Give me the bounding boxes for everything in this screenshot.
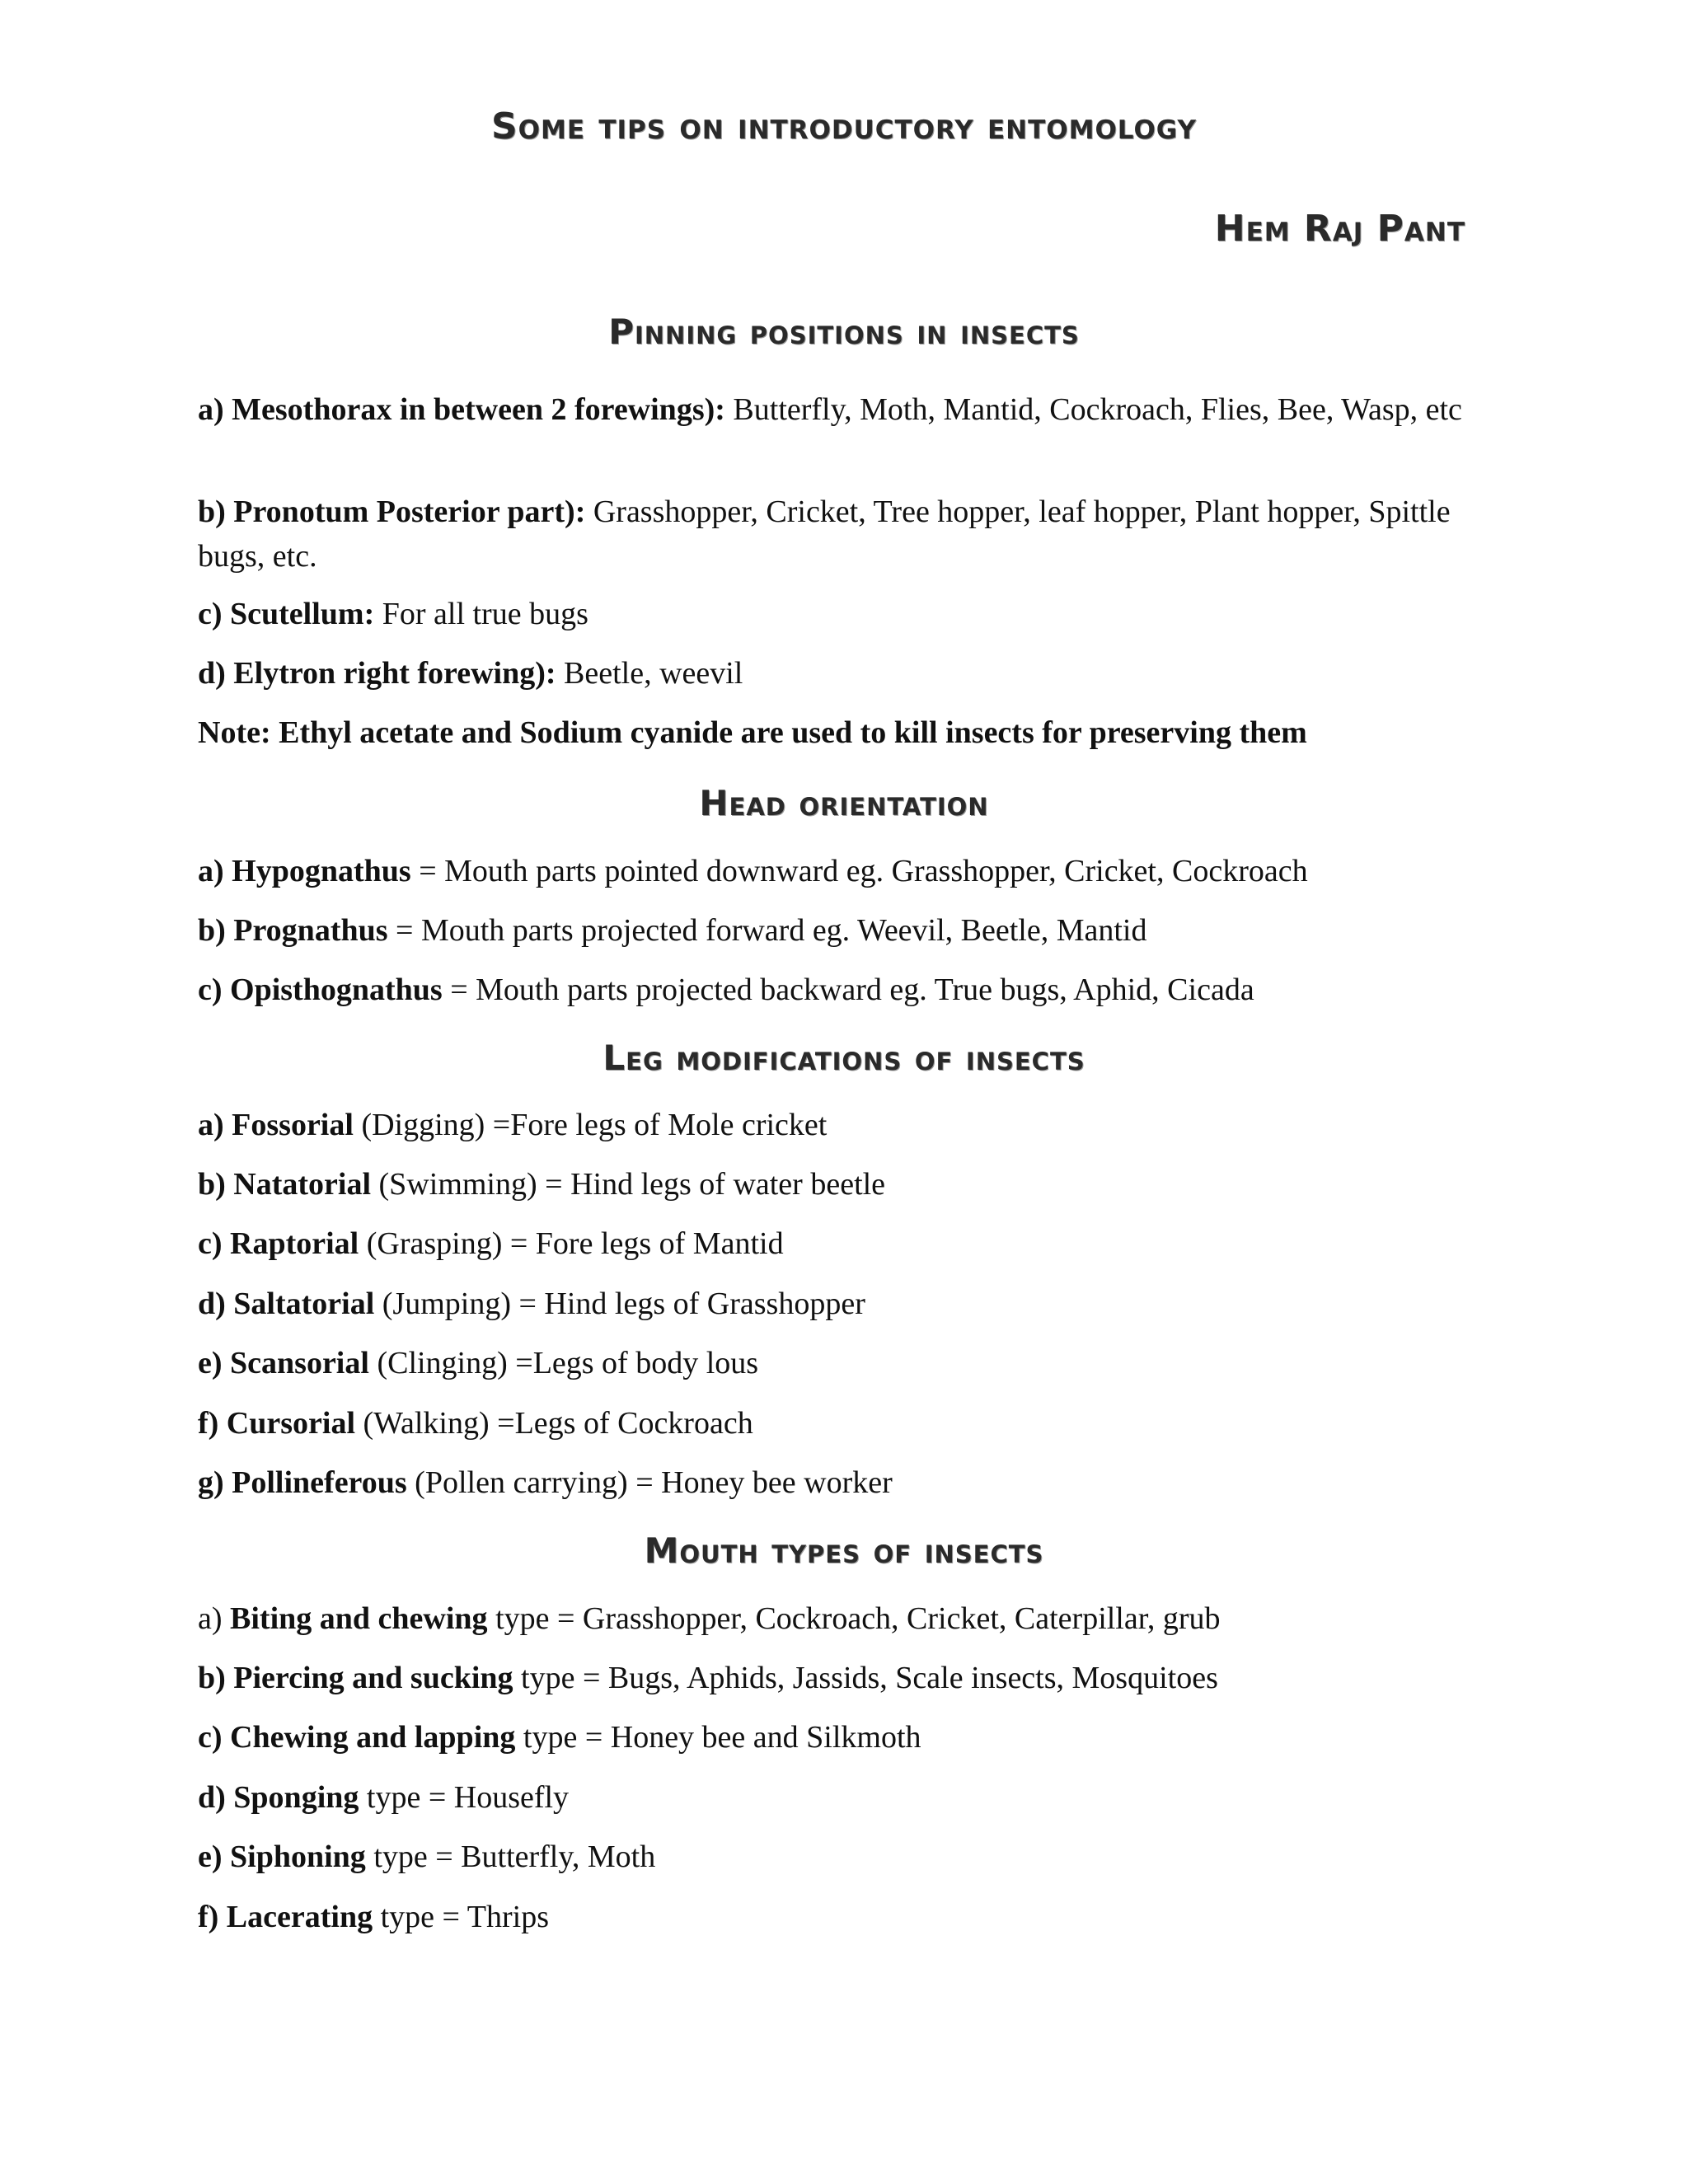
document-title: Some tips on introductory entomology bbox=[490, 105, 1198, 148]
pinning-note: Note: Ethyl acetate and Sodium cyanide are used to kill insects for preserving them bbox=[198, 715, 1307, 750]
pinning-item: c) Scutellum: For all true bugs bbox=[198, 597, 588, 631]
mouth-type-item: b) Piercing and sucking type = Bugs, Aphids, Jassids, Scale insects, Mosquitoes bbox=[198, 1661, 1218, 1695]
section-heading-mouth-types: Mouth types of insects bbox=[644, 1530, 1044, 1571]
mouth-type-item: e) Siphoning type = Butterfly, Moth bbox=[198, 1840, 656, 1874]
mouth-type-item: d) Sponging type = Housefly bbox=[198, 1780, 570, 1815]
section-heading-pinning: Pinning positions in insects bbox=[608, 312, 1080, 352]
pinning-item: a) Mesothorax in between 2 forewings): Butterfly, Moth, Mantid, Cockroach, Flies, Bee, Wasp, etc bbox=[198, 392, 1462, 427]
mouth-type-item: f) Lacerating type = Thrips bbox=[198, 1900, 549, 1934]
mouth-type-item: c) Chewing and lapping type = Honey bee and Silkmoth bbox=[198, 1720, 921, 1755]
leg-modification-item: e) Scansorial (Clinging) =Legs of body lous bbox=[198, 1346, 759, 1380]
head-orientation-item: b) Prognathus = Mouth parts projected forward eg. Weevil, Beetle, Mantid bbox=[198, 913, 1147, 948]
pinning-item: d) Elytron right forewing): Beetle, weevil bbox=[198, 656, 743, 691]
section-heading-head-orientation: Head orientation bbox=[699, 783, 989, 823]
pinning-item: b) Pronotum Posterior part): Grasshopper, Cricket, Tree hopper, leaf hopper, Plant hopper, Spittle bugs, etc. bbox=[198, 494, 1451, 574]
section-heading-leg-modifications: Leg modifications of insects bbox=[603, 1038, 1085, 1078]
leg-modification-item: a) Fossorial (Digging) =Fore legs of Mole cricket bbox=[198, 1108, 828, 1142]
author-name: Hem Raj Pant bbox=[1214, 208, 1465, 250]
leg-modification-item: f) Cursorial (Walking) =Legs of Cockroach bbox=[198, 1406, 753, 1441]
leg-modification-item: d) Saltatorial (Jumping) = Hind legs of Grasshopper bbox=[198, 1286, 865, 1321]
head-orientation-item: a) Hypognathus = Mouth parts pointed downward eg. Grasshopper, Cricket, Cockroach bbox=[198, 854, 1308, 888]
leg-modification-item: g) Pollineferous (Pollen carrying) = Honey bee worker bbox=[198, 1465, 893, 1500]
leg-modification-item: b) Natatorial (Swimming) = Hind legs of water beetle bbox=[198, 1167, 886, 1202]
mouth-type-item: a) Biting and chewing type = Grasshopper, Cockroach, Cricket, Caterpillar, grub bbox=[198, 1601, 1221, 1636]
head-orientation-item: c) Opisthognathus = Mouth parts projected backward eg. True bugs, Aphid, Cicada bbox=[198, 972, 1254, 1007]
leg-modification-item: c) Raptorial (Grasping) = Fore legs of Mantid bbox=[198, 1226, 784, 1261]
